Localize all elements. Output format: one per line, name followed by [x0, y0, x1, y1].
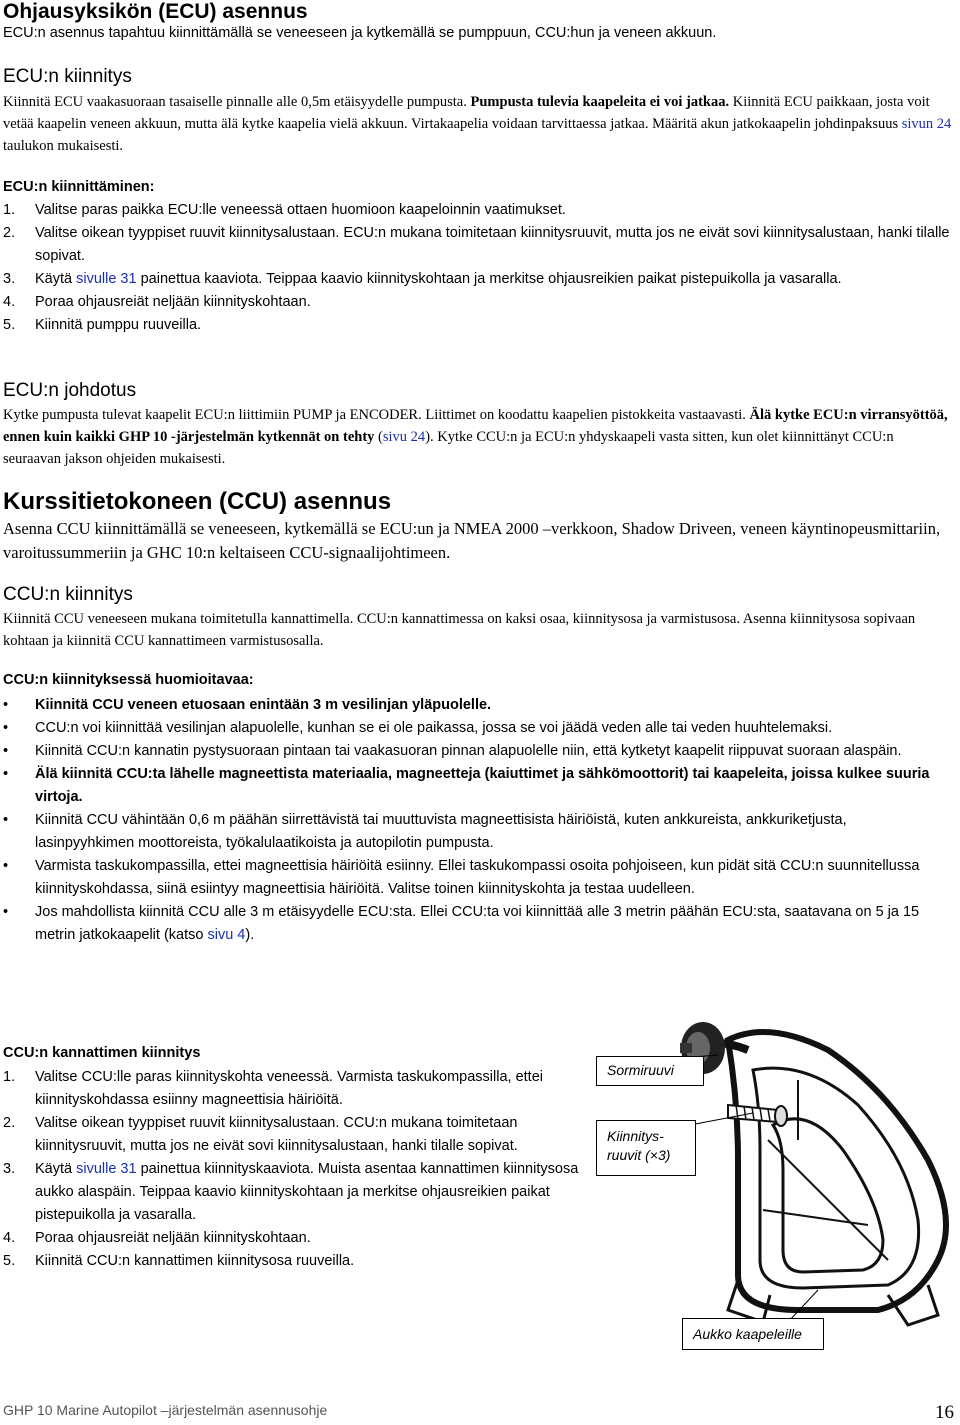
bullet-icon: • [3, 697, 9, 713]
text: taulukon mukaisesti. [3, 138, 124, 154]
list-item [3, 717, 948, 740]
step-text: Valitse CCU:lle paras kiinnityskohta veneessä. Varmista taskukompassilla, ettei kiinnityskohdassa esiinny magneettisia häiriöitä. [35, 1069, 543, 1108]
text: ( [374, 429, 383, 445]
note-text: Jos mahdollista kiinnitä CCU alle 3 m etäisyydelle ECU:sta. Ellei CCU:ta voi kiinnittää alle 3 metrin päähän ECU:sta, saatavana on 5 ja 15 metrin jatkokaapelit (katso [35, 904, 920, 943]
page-number: 16 [935, 1402, 954, 1423]
text: Kiinnitä ECU vaakasuoraan tasaiselle pinnalle alle 0,5m etäisyydelle pumpusta. [3, 94, 471, 110]
ccu-install-title: Kurssitietokoneen (CCU) asennus [3, 488, 392, 515]
step-text: Valitse oikean tyyppiset ruuvit kiinnitysalustaan. ECU:n mukana toimitetaan kiinnitysruuvit, mutta jos ne eivät sovi kiinnitysalustaan, hanki tilalle sopivat. [35, 225, 950, 264]
ecu-install-title: Ohjausyksikön (ECU) asennus [3, 0, 308, 23]
bracket-steps [3, 1066, 593, 1273]
note-text: Kiinnitä CCU:n kannatin pystysuoraan pintaan tai vaakasuoran pinnan alapuolelle niin, että kytketyt kaapelit riippuvat suoraan alaspäin. [35, 743, 902, 759]
ecu-fastening-steps [3, 199, 953, 337]
bold-note: Älä kiinnitä CCU:ta lähelle magneettista materiaalia, magneetteja (kaiuttimet ja sähkömoottorit) tai kaapeleita, joissa kulkee suuria virtoja. [35, 766, 930, 805]
page-link[interactable]: sivulle 31 [76, 1161, 137, 1177]
step-text: Valitse paras paikka ECU:lle veneessä ottaen huomioon kaapeloinnin vaatimukset. [35, 202, 566, 218]
text: Kytke pumpusta tulevat kaapelit ECU:n liittimiin PUMP ja ENCODER. Liittimet on koodattu kaapelien pistokkeita vastaavasti. [3, 407, 750, 423]
note-text: Varmista taskukompassilla, ettei magneettisia häiriöitä esiinny. Ellei taskukompassi osoita pohjoiseen, kun pidät sitä CCU:n suunnitellussa kiinnityskohdassa, siinä esiintyy magneettisia häiriöitä. Valitse toinen kiinnityskohta ja testaa uudelleen. [35, 858, 920, 897]
ccu-mount-paragraph: Kiinnitä CCU veneeseen mukana toimitetulla kannattimella. CCU:n kannattimessa on kaksi osaa, kiinnitysosa ja varmistusosa. Asenna kiinnitysosa sopivaan kohtaan ja kiinnitä CCU kannattimeen varmistusosalla. [3, 611, 916, 649]
ccu-notes-title: CCU:n kiinnityksessä huomioitavaa: [3, 672, 254, 688]
step-text: Kiinnitä CCU:n kannattimen kiinnitysosa ruuveilla. [35, 1253, 355, 1269]
label-screws-line2: ruuvit (×3) [607, 1147, 671, 1163]
bracket-title: CCU:n kannattimen kiinnitys [3, 1045, 201, 1061]
list-item [3, 763, 948, 809]
bullet-icon: • [3, 812, 9, 828]
ecu-wiring-heading: ECU:n johdotus [3, 380, 137, 401]
warning-text: Pumpusta tulevia kaapeleita ei voi jatkaa. [470, 94, 730, 110]
ccu-install-intro: Asenna CCU kiinnittämällä se veneeseen, kytkemällä se ECU:un ja NMEA 2000 –verkkoon, Shadow Driveen, veneen käyntinopeusmittariin, varoitussummeriin ja GHC 10:n keltaiseen CCU-signaalijohtimeen. [3, 519, 941, 562]
step-number: 5. [3, 1253, 16, 1269]
bullet-icon: • [3, 720, 9, 736]
step-number: 3. [3, 1161, 16, 1177]
text: Kiinnitä ECU paikkaan, josta voit vetää kaapelin veneen akkuun, mutta älä kytke kaapelia vielä akkuun. Virtakaapelia voidaan tarvittaessa jatkaa. Määritä akun jatkokaapelin johdinpaksuus [3, 94, 930, 132]
step-text: painettua kiinnityskaaviota. Muista asentaa kannattimen kiinnitysosa aukko alaspäin. Teippaa kaavio kiinnityskohtaan ja merkitse ohjausreikien paikat pistepuikolla ja vasaralla. [35, 1161, 579, 1223]
step-text: painettua kaaviota. Teippaa kaavio kiinnityskohtaan ja merkitse ohjausreikien paikat pistepuikolla ja vasaralla. [136, 271, 842, 287]
ecu-fastening-step [3, 199, 953, 222]
note-text: CCU:n voi kiinnittää vesilinjan alapuolelle, kunhan se ei ole paikassa, jossa se voi jäädä veden alle tai veden huuhtelemaksi. [35, 720, 833, 736]
step-number: 2. [3, 1115, 16, 1131]
step-number: 4. [3, 1230, 16, 1246]
bold-note: Kiinnitä CCU veneen etuosaan enintään 3 m vesilinjan yläpuolelle. [35, 697, 492, 713]
ecu-install-intro: ECU:n asennus tapahtuu kiinnittämällä se veneeseen ja kytkemällä se pumppuun, CCU:hun ja veneen akkuun. [3, 25, 717, 41]
ecu-mount-title: ECU:n kiinnitys [3, 66, 132, 87]
text: ). Kytke CCU:n ja ECU:n yhdyskaapeli vasta sitten, kun olet kiinnittänyt CCU:n seuraavan jakson ohjeiden mukaisesti. [3, 429, 894, 467]
ccu-mount-title: CCU:n kiinnitys [3, 584, 133, 605]
label-opening: Aukko kaapeleille [682, 1318, 824, 1350]
step-number: 4. [3, 294, 16, 310]
bracket-step [3, 1158, 593, 1227]
step-number: 3. [3, 271, 16, 287]
ccu-bracket-figure [588, 1010, 960, 1350]
bracket-step [3, 1227, 593, 1250]
list-item [3, 809, 948, 855]
bracket-step [3, 1066, 593, 1112]
ecu-fastening-title: ECU:n kiinnittäminen: [3, 179, 155, 195]
list-item [3, 901, 948, 947]
ccu-notes-list [3, 694, 948, 947]
step-number: 2. [3, 225, 16, 241]
bullet-icon: • [3, 766, 9, 782]
list-item [3, 855, 948, 901]
page-link[interactable]: sivu 24 [382, 429, 426, 445]
ecu-mount-paragraph [3, 91, 955, 157]
bullet-icon: • [3, 743, 9, 759]
list-item [3, 694, 948, 717]
step-number: 1. [3, 202, 16, 218]
step-text: Käytä [35, 1161, 77, 1177]
label-thumbscrew: Sormiruuvi [596, 1056, 704, 1086]
step-text: Valitse oikean tyyppiset ruuvit kiinnitysalustaan. CCU:n mukana toimitetaan kiinnitysruuvit, mutta jos ne eivät sovi kiinnitysalustaan, hanki tilalle sopivat. [35, 1115, 518, 1154]
ecu-fastening-step [3, 222, 953, 268]
step-text: Poraa ohjausreiät neljään kiinnityskohtaan. [35, 1230, 311, 1246]
page-link[interactable]: sivulle 31 [76, 271, 137, 287]
step-text: Kiinnitä pumppu ruuveilla. [35, 317, 202, 333]
note-text: Kiinnitä CCU vähintään 0,6 m päähän siirrettävistä tai muuttuvista magneettisista häiriöistä, kuten ankkureista, ankkuriketjusta, lasinpyyhkimen moottoreista, työkalulaatikoista ja autopilotin pumpusta. [35, 812, 847, 851]
step-number: 5. [3, 317, 16, 333]
footer-title: GHP 10 Marine Autopilot –järjestelmän asennusohje [3, 1402, 328, 1418]
step-text: Käytä [35, 271, 77, 287]
ecu-fastening-step [3, 268, 953, 291]
bullet-icon: • [3, 904, 9, 920]
note-text: ). [245, 927, 255, 943]
label-screws-line1: Kiinnitys- [607, 1128, 664, 1144]
bracket-step [3, 1112, 593, 1158]
page-link[interactable]: sivu 4 [207, 927, 246, 943]
page-link[interactable]: sivun 24 [901, 116, 952, 132]
bracket-step [3, 1250, 593, 1273]
ecu-fastening-step [3, 291, 953, 314]
ecu-wiring-paragraph [3, 404, 955, 470]
step-number: 1. [3, 1069, 16, 1085]
ecu-fastening-step [3, 314, 953, 337]
step-text: Poraa ohjausreiät neljään kiinnityskohtaan. [35, 294, 311, 310]
warning-text: Älä kytke ECU:n virransyöttöä, ennen kuin kaikki GHP 10 -järjestelmän kytkennät on tehty [3, 407, 948, 445]
bullet-icon: • [3, 858, 9, 874]
label-screws [596, 1120, 696, 1176]
list-item [3, 740, 948, 763]
